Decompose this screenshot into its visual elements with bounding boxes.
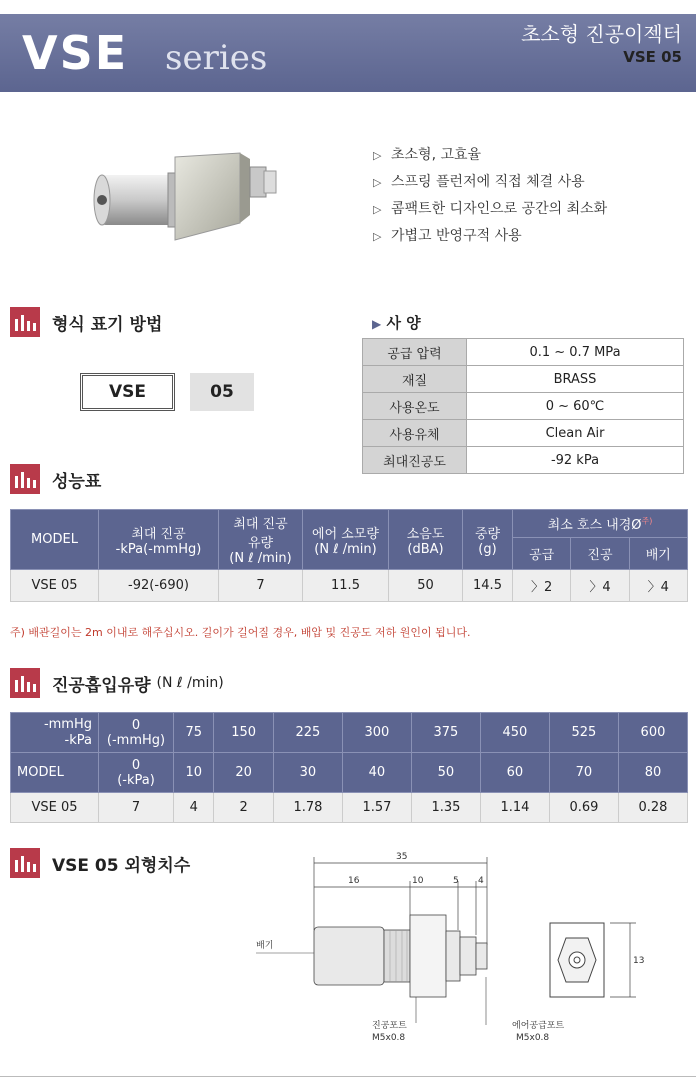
- code-part-series: VSE: [80, 373, 175, 411]
- table-header-cell: 150: [214, 713, 274, 753]
- table-cell: 사용유체: [363, 420, 467, 447]
- table-cell: 50: [389, 570, 463, 602]
- table-cell: 7: [219, 570, 303, 602]
- triangle-icon: ▷: [373, 149, 382, 162]
- table-row: [363, 393, 684, 420]
- footer-divider: [0, 1076, 696, 1077]
- triangle-icon: ▷: [373, 230, 382, 243]
- table-cell: VSE 05: [11, 570, 99, 602]
- table-header-cell: 40: [342, 753, 411, 793]
- table-cell: 0.28: [618, 793, 687, 823]
- table-header-cell: 10: [174, 753, 214, 793]
- table-cell: 1.78: [273, 793, 342, 823]
- bar-chart-icon: [10, 848, 40, 878]
- table-header-cell: 배기: [629, 538, 687, 570]
- feature-item: ▷ 스프링 플런저에 직접 체결 사용: [373, 169, 607, 196]
- triangle-icon: ▷: [373, 176, 382, 189]
- table-cell: 공급 압력: [363, 339, 467, 366]
- section-performance: 성능표: [10, 464, 101, 494]
- section-notation: 형식 표기 방법: [10, 307, 162, 337]
- performance-table: [10, 509, 688, 602]
- table-header-cell: 공급: [513, 538, 571, 570]
- table-cell: -92(-690): [99, 570, 219, 602]
- table-header-cell: 80: [618, 753, 687, 793]
- spec-title: ▶ 사 양: [372, 314, 421, 332]
- dim-5: 5: [453, 876, 459, 886]
- feature-item: ▷ 가볍고 반영구적 사용: [373, 223, 607, 250]
- dim-10: 10: [412, 876, 424, 886]
- table-header-cell: 0 (-kPa): [99, 753, 174, 793]
- table-header-cell: 최소 호스 내경$Ø^{주)}$: [513, 510, 688, 538]
- table-cell: 1.14: [480, 793, 549, 823]
- spec-table: [362, 338, 684, 474]
- bar-chart-icon: [10, 307, 40, 337]
- table-header-cell: MODEL: [11, 753, 99, 793]
- table-cell: 0.69: [549, 793, 618, 823]
- table-row: [363, 339, 684, 366]
- performance-note: 주) 배관길이는 2m 이내로 해주십시오. 길이가 길어질 경우, 배압 및 진공도 저하 원인이 됩니다.: [10, 626, 471, 639]
- header-top-band: [0, 0, 696, 14]
- section-flow: 진공흡입유량 (N ℓ /min): [10, 668, 224, 698]
- table-header-cell: 300: [342, 713, 411, 753]
- table-cell: 최대진공도: [363, 447, 467, 474]
- bar-chart-icon: [10, 464, 40, 494]
- table-header-cell: 20: [214, 753, 274, 793]
- bar-chart-icon: [10, 668, 40, 698]
- table-row: [11, 793, 688, 823]
- table-cell: 재질: [363, 366, 467, 393]
- table-cell: -92 kPa: [467, 447, 684, 474]
- product-image: [90, 145, 280, 245]
- table-cell: BRASS: [467, 366, 684, 393]
- table-row: [363, 447, 684, 474]
- table-header-cell: 0 (-mmHg): [99, 713, 174, 753]
- title-kr: 초소형 진공이젝터: [521, 22, 682, 46]
- title-series: series: [165, 38, 268, 78]
- table-header-cell: -mmHg -kPa: [11, 713, 99, 753]
- table-cell: 0 ~ 60℃: [467, 393, 684, 420]
- table-header-cell: 소음도 (dBA): [389, 510, 463, 570]
- table-header-cell: 75: [174, 713, 214, 753]
- table-header-cell: 600: [618, 713, 687, 753]
- title-main: VSE: [22, 26, 129, 80]
- table-header-cell: 70: [549, 753, 618, 793]
- table-header-cell: 50: [411, 753, 480, 793]
- header-banner: [0, 0, 696, 92]
- table-cell: 〉2: [513, 570, 571, 602]
- table-cell: Clean Air: [467, 420, 684, 447]
- label-air-port: 에어공급포트: [512, 1021, 565, 1031]
- label-exhaust: 배기: [256, 941, 274, 951]
- label-vac-thread: M5x0.8: [372, 1033, 406, 1043]
- table-header-cell: 최대 진공 유량 (N ℓ /min): [219, 510, 303, 570]
- header-model: VSE 05: [623, 48, 682, 66]
- table-header-cell: 중량 (g): [463, 510, 513, 570]
- dim-16: 16: [348, 876, 360, 886]
- flow-table: [10, 712, 688, 823]
- triangle-icon: ▷: [373, 203, 382, 216]
- table-cell: 〉4: [571, 570, 629, 602]
- dim-4: 4: [478, 876, 484, 886]
- label-air-thread: M5x0.8: [516, 1033, 550, 1043]
- table-header-cell: 30: [273, 753, 342, 793]
- table-header-cell: 450: [480, 713, 549, 753]
- table-cell: 사용온도: [363, 393, 467, 420]
- table-cell: 14.5: [463, 570, 513, 602]
- table-cell: 2: [214, 793, 274, 823]
- table-cell: 4: [174, 793, 214, 823]
- table-row: [11, 570, 688, 602]
- table-header-cell: 375: [411, 713, 480, 753]
- table-header-cell: 최대 진공 -kPa(-mmHg): [99, 510, 219, 570]
- table-cell: 〉4: [629, 570, 687, 602]
- table-cell: 1.35: [411, 793, 480, 823]
- code-part-size: 05: [190, 373, 254, 411]
- table-header-cell: MODEL: [11, 510, 99, 570]
- table-header-cell: 525: [549, 713, 618, 753]
- table-cell: 7: [99, 793, 174, 823]
- dim-13: 13: [633, 956, 645, 966]
- table-cell: 11.5: [303, 570, 389, 602]
- table-cell: VSE 05: [11, 793, 99, 823]
- table-header-cell: 진공: [571, 538, 629, 570]
- section-dimensions: VSE 05 외형치수: [10, 848, 190, 878]
- table-row: [363, 366, 684, 393]
- table-cell: 1.57: [342, 793, 411, 823]
- feature-item: ▷ 초소형, 고효율: [373, 142, 607, 169]
- table-cell: 0.1 ~ 0.7 MPa: [467, 339, 684, 366]
- table-row: [363, 420, 684, 447]
- table-header-cell: 60: [480, 753, 549, 793]
- feature-item: ▷ 콤팩트한 디자인으로 공간의 최소화: [373, 196, 607, 223]
- table-header-cell: 225: [273, 713, 342, 753]
- feature-list: [373, 142, 607, 250]
- dimension-drawing: [250, 845, 690, 1055]
- dim-35: 35: [396, 852, 408, 862]
- table-header-cell: 에어 소모량 (N ℓ /min): [303, 510, 389, 570]
- label-vac-port: 진공포트: [372, 1021, 407, 1031]
